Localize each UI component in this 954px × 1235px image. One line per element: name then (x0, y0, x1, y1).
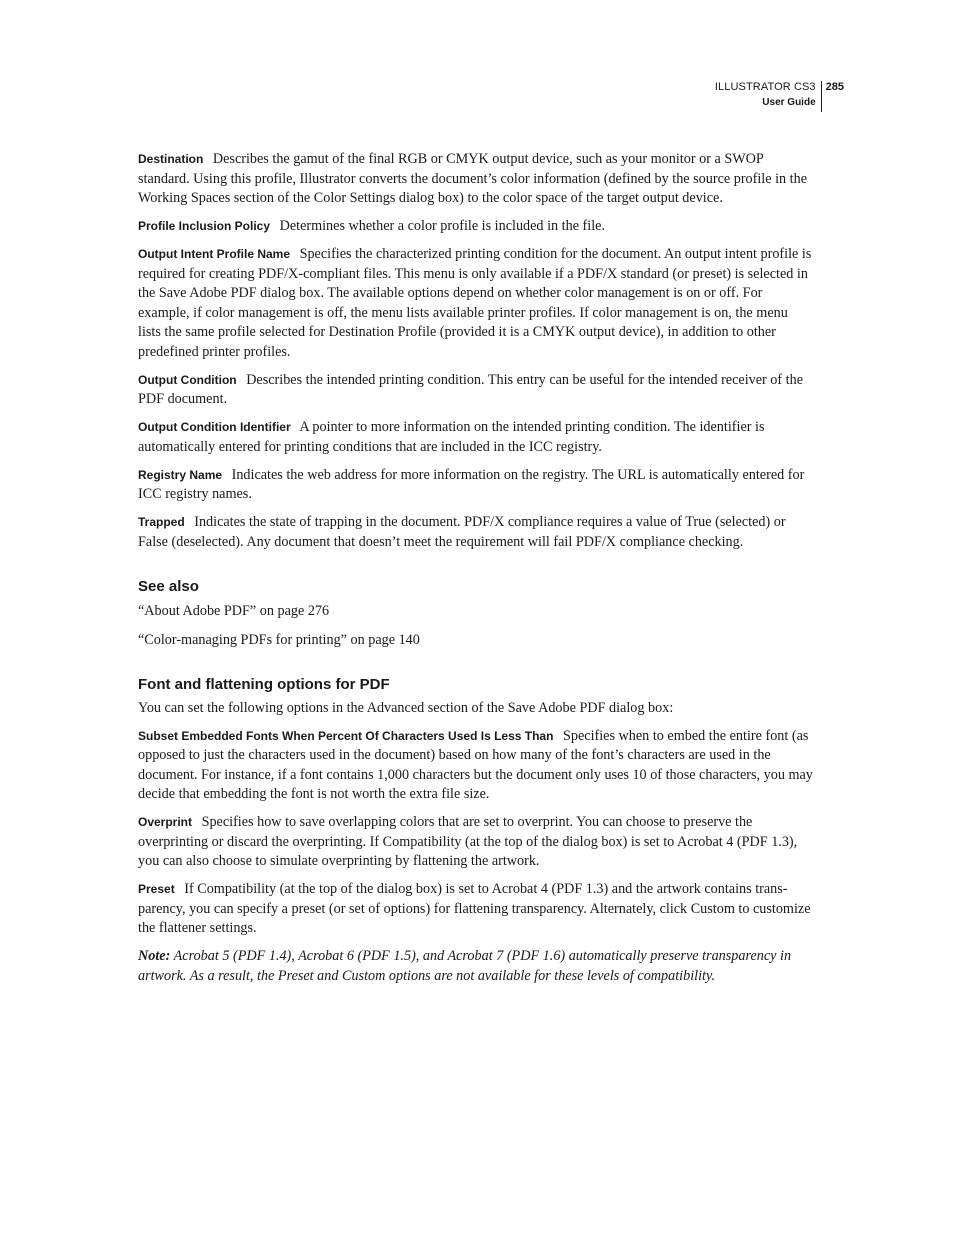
term-name: Output Condition (138, 372, 237, 387)
term-name: Destination (138, 152, 204, 166)
term-subset-embedded-fonts (138, 727, 814, 805)
term-description: Describes the intended printing condition. This entry can be useful for the intended receiver of the PDF document. (138, 371, 803, 407)
term-name: Output Condition Identifier (138, 420, 291, 434)
note-label: Note: (138, 948, 171, 964)
term-description: Specifies when to embed the entire font (as opposed to just the characters used in the document) based on how many of the font’s characters are used in the document. For instance, if a font contains 1,000 characters but the document only uses 10 of those characters, you may decide that embedding the font is not worth the extra file size. (138, 727, 813, 802)
header-guide-name: User Guide (762, 97, 816, 108)
header-product-name: ILLUSTRATOR CS3 (714, 81, 816, 93)
term-overprint (138, 813, 814, 872)
section-heading: Font and flattening options for PDF (138, 675, 390, 693)
note-text: Acrobat 5 (PDF 1.4), Acrobat 6 (PDF 1.5), and Acrobat 7 (PDF 1.6) automatically preserve transparency in artwork. As a result, the Preset and Custom options are not available for these levels of compatibility. (138, 948, 792, 984)
term-trapped (138, 513, 814, 552)
term-name: Registry Name (138, 467, 223, 482)
see-also-heading: See also (138, 578, 199, 595)
term-destination (138, 150, 814, 209)
page-number: 285 (825, 81, 844, 93)
term-name: Preset (138, 882, 175, 896)
page-body (138, 150, 814, 986)
term-output-condition (138, 371, 814, 410)
term-name: Trapped (138, 515, 185, 529)
note (138, 947, 814, 986)
running-header (715, 80, 844, 112)
term-description: Determines whether a color profile is included in the file. (279, 218, 605, 234)
term-output-condition-identifier (138, 418, 814, 457)
term-description: Indicates the web address for more information on the registry. The URL is automatically entered for ICC registry names. (138, 466, 805, 502)
header-titles (715, 80, 821, 110)
term-description: Specifies the characterized printing condition for the document. An output intent profile is required for creating PDF/X-compliant files. This menu is only available if a PDF/X standard (or preset) is selected in the Save Adobe PDF dialog box. The available options depend on whether color management is on or off. For example, if color management is off, the menu lists available printer profiles. If color management is on, the menu lists the same profile selected for Destination Profile (provided it is a CMYK output device), in addition to other predefined printer profiles. (138, 246, 812, 360)
term-registry-name (138, 466, 814, 505)
term-description: Indicates the state of trapping in the document. PDF/X compliance requires a value of True (selected) or False (deselected). Any document that doesn’t meet the requirement will fail PDF/X compliance checking. (138, 514, 786, 550)
term-name: Overprint (138, 815, 193, 829)
term-description: If Compatibility (at the top of the dialog box) is set to Acrobat 4 (PDF 1.3) and the artwork contains trans-parency, you can specify a preset (or set of options) for flattening transparency. Alternately, click Custom to customize the flattener settings. (138, 881, 811, 936)
term-description: A pointer to more information on the intended printing condition. The identifier is automatically entered for printing conditions that are included in the ICC registry. (138, 419, 765, 455)
term-preset (138, 880, 814, 939)
cross-reference-link[interactable]: “About Adobe PDF” on page 276 (138, 603, 330, 619)
term-name: Subset Embedded Fonts When Percent Of Characters Used Is Less Than (138, 728, 554, 743)
term-name: Profile Inclusion Policy (138, 219, 271, 233)
section-intro: You can set the following options in the Advanced section of the Save Adobe PDF dialog box: (138, 699, 674, 716)
term-profile-inclusion-policy (138, 217, 814, 237)
cross-reference-link[interactable]: “Color-managing PDFs for printing” on page 140 (138, 632, 420, 648)
term-description: Specifies how to save overlapping colors that are set to overprint. You can choose to preserve the overprinting or discard the overprinting. If Compatibility (at the top of the dialog box) is set to Acrobat 4 (PDF 1.3), you can also choose to simulate overprinting by flattening the artwork. (138, 814, 798, 869)
term-description: Describes the gamut of the final RGB or CMYK output device, such as your monitor or a SWOP standard. Using this profile, Illustrator converts the document’s color information (defined by the source profile in the Working Spaces section of the Color Settings dialog box) to the color space of the target output device. (138, 151, 808, 206)
term-name: Output Intent Profile Name (138, 247, 291, 261)
term-output-intent-profile-name (138, 245, 814, 362)
